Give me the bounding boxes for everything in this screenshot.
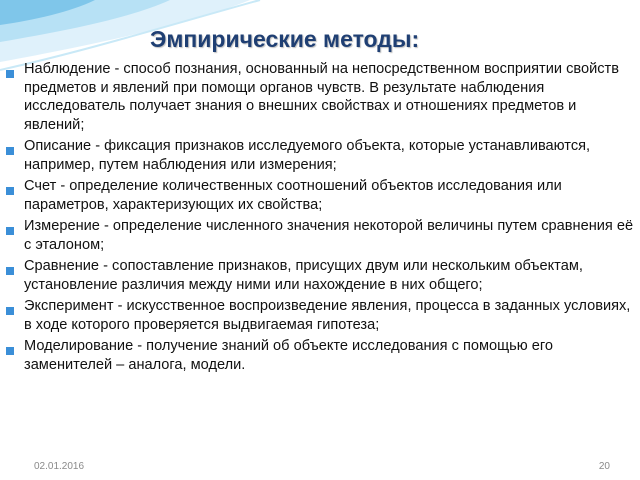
bullet-text: Наблюдение - способ познания, основанный на непосредственном восприятии свойств предметов и явлений при помощи органов чувств. В результате наблюдения исследователь получает знания о внешних свойствах и отношениях предметов и явлений;	[24, 61, 619, 133]
page-number: 20	[598, 461, 610, 472]
slide-title: Эмпирические методы:	[150, 26, 420, 52]
square-bullet-icon	[6, 222, 14, 230]
bullet-text: Счет - определение количественных соотношений объектов исследования или параметров, характеризующих их свойства;	[24, 178, 562, 213]
square-bullet-icon	[6, 182, 14, 190]
list-item	[6, 337, 634, 374]
bullet-list	[6, 60, 634, 377]
footer-date: 02.01.2016	[34, 461, 85, 472]
bullet-text: Измерение - определение численного значения некоторой величины путем сравнения её с эталоном;	[24, 218, 634, 253]
square-bullet-icon	[6, 142, 14, 150]
list-item	[6, 177, 634, 214]
bullet-text: Описание - фиксация признаков исследуемого объекта, которые устанавливаются, например, путем наблюдения или измерения;	[24, 138, 591, 173]
square-bullet-icon	[6, 302, 14, 310]
bullet-text: Моделирование - получение знаний об объекте исследования с помощью его заменителей – аналога, модели.	[24, 338, 553, 373]
list-item	[6, 217, 634, 254]
list-item	[6, 60, 634, 134]
square-bullet-icon	[6, 65, 14, 73]
square-bullet-icon	[6, 342, 14, 350]
bullet-text: Сравнение - сопоставление признаков, присущих двум или нескольким объектам, установление различия между ними или нахождение в них общего;	[24, 258, 583, 293]
list-item	[6, 257, 634, 294]
bullet-text: Эксперимент - искусственное воспроизведение явления, процесса в заданных условиях, в ходе которого проверяется выдвигаемая гипотеза;	[24, 298, 631, 333]
list-item	[6, 297, 634, 334]
square-bullet-icon	[6, 262, 14, 270]
list-item	[6, 137, 634, 174]
